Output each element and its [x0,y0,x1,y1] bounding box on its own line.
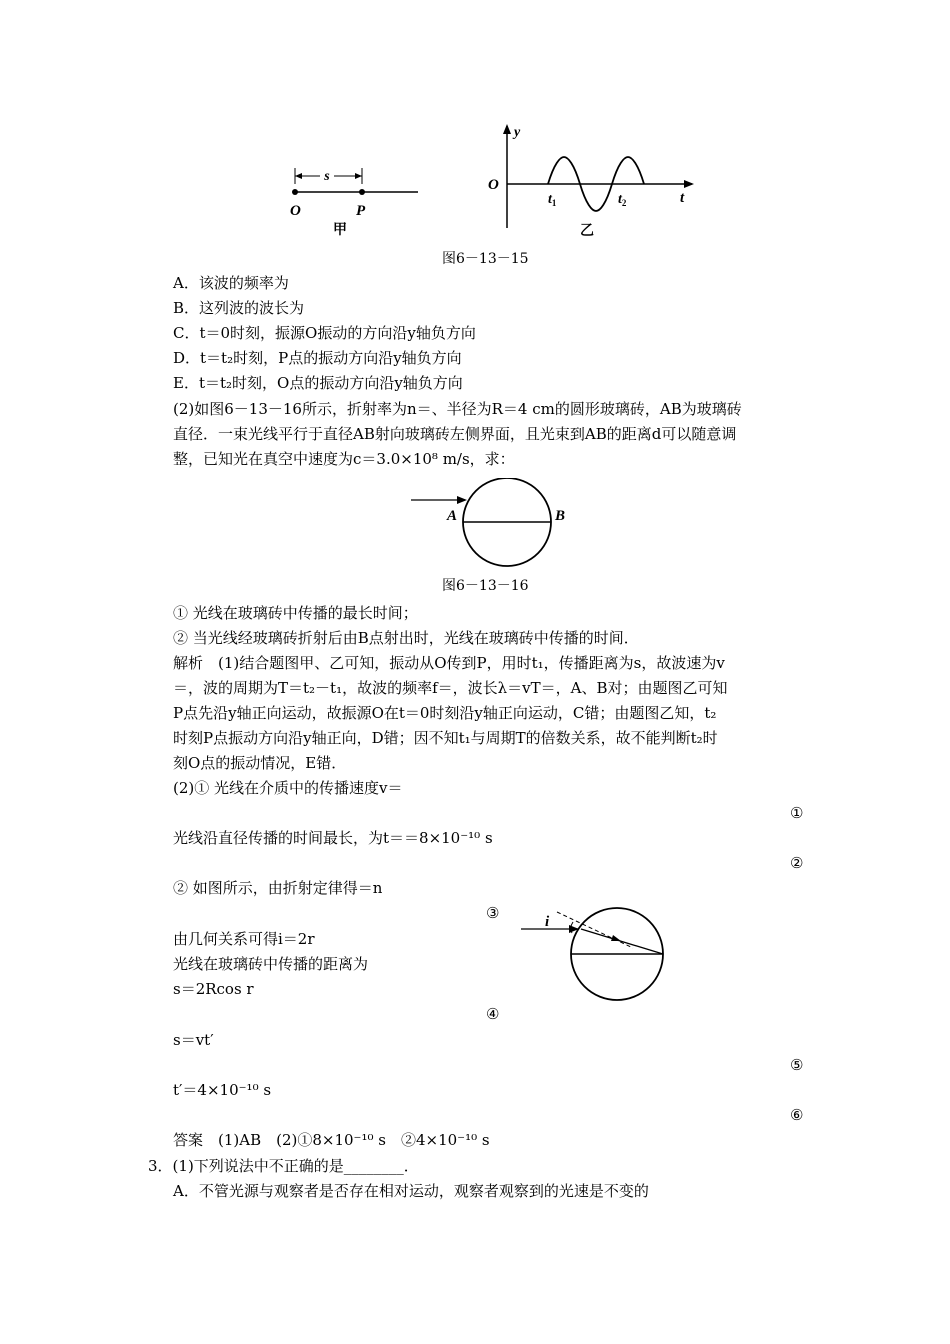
sub-question-1: ① 光线在玻璃砖中传播的最长时间； [173,604,418,622]
normal-dashed [557,912,633,948]
figure-16-caption: 图6－13－16 [442,578,529,594]
solution-s-vt: s＝vt′ [173,1031,214,1049]
ray-arrow-icon [457,496,467,504]
question-3-option-a: A．不管光源与观察者是否存在相对运动，观察者观察到的光速是不变的 [173,1182,649,1200]
question-3: 3．(1)下列说法中不正确的是________． [148,1157,419,1175]
label-t: t [680,190,685,206]
label-i: i [545,914,550,930]
figure-refraction [515,900,685,1010]
y-arrow-icon [503,124,511,134]
figure-yi [480,120,705,240]
eq-number-2: ② [790,854,804,872]
solution-speed: (2)① 光线在介质中的传播速度v＝ [173,779,403,797]
label-y: y [514,125,521,140]
solution-time-result: t′＝4×10⁻¹⁰ s [173,1081,272,1099]
solution-refraction-law: ② 如图所示，由折射定律得＝n [173,879,383,897]
figure-15-caption: 图6－13－15 [442,251,529,267]
solution-distance-eq: s＝2Rcos r [173,980,254,998]
analysis-line-2: ＝，波的周期为T＝t₂－t₁，故波的频率f＝，波长λ＝vT＝，A、B对；由题图乙可知 [173,679,728,697]
question-2-line-3: 整，已知光在真空中速度为c＝3.0×10⁸ m/s，求： [173,450,515,468]
refracted-arrow-icon [611,935,621,941]
solution-longest-time: 光线沿直径传播的时间最长，为t＝＝8×10⁻¹⁰ s [173,829,493,847]
solution-distance-label: 光线在玻璃砖中传播的距离为 [173,955,369,973]
label-a: A [447,508,458,524]
option-d: D．t＝t₂时刻，P点的振动方向沿y轴负方向 [173,349,462,367]
eq-number-3: ③ [486,904,500,922]
label-s: s [324,169,330,184]
analysis-line-4: 时刻P点振动方向沿y轴正向，D错；因不知t₁与周期T的倍数关系，故不能判断t₂时 [173,729,718,747]
label-jia: 甲 [333,223,347,238]
answer-line: 答案 (1)AB (2)①8×10⁻¹⁰ s ②4×10⁻¹⁰ s [173,1131,490,1149]
label-origin: O [488,177,499,193]
eq-number-4: ④ [486,1005,500,1023]
label-o: O [290,203,301,219]
label-t2: $t_2$ [618,192,627,208]
arrow-right-icon [355,173,362,179]
point-o [292,189,298,195]
option-a: A．该波的频率为 [173,274,289,292]
label-p: P [356,203,366,219]
analysis-line-1: 解析 (1)结合题图甲、乙可知，振动从O传到P，用时t₁，传播距离为s，故波速为v [173,654,725,672]
figure-circle [405,478,585,570]
eq-number-6: ⑥ [790,1106,804,1124]
t-arrow-icon [684,180,694,188]
option-e: E．t＝t₂时刻，O点的振动方向沿y轴负方向 [173,374,463,392]
option-c: C．t＝0时刻，振源O振动的方向沿y轴负方向 [173,324,476,342]
label-b: B [555,508,566,524]
label-t1: $t_1$ [548,192,557,208]
question-2-line-1: (2)如图6－13－16所示，折射率为n＝、半径为R＝4 cm的圆形玻璃砖，AB为玻璃砖 [173,400,742,418]
point-p [359,189,365,195]
eq-number-5: ⑤ [790,1056,804,1074]
label-yi: 乙 [580,224,594,239]
figure-jia [280,160,430,240]
question-2-line-2: 直径．一束光线平行于直径AB射向玻璃砖左侧界面，且光束到AB的距离d可以随意调 [173,425,737,443]
solution-geometry: 由几何关系可得i＝2r [173,930,315,948]
eq-number-1: ① [790,804,804,822]
sub-question-2: ② 当光线经玻璃砖折射后由B点射出时，光线在玻璃砖中传播的时间． [173,629,639,647]
refracted-ray [581,929,663,954]
analysis-line-5: 刻O点的振动情况，E错． [173,754,347,772]
arrow-left-icon [295,173,302,179]
analysis-line-3: P点先沿y轴正向运动，故振源O在t＝0时刻沿y轴正向运动，C错；由题图乙知，t₂ [173,704,717,722]
option-b: B．这列波的波长为 [173,299,305,317]
